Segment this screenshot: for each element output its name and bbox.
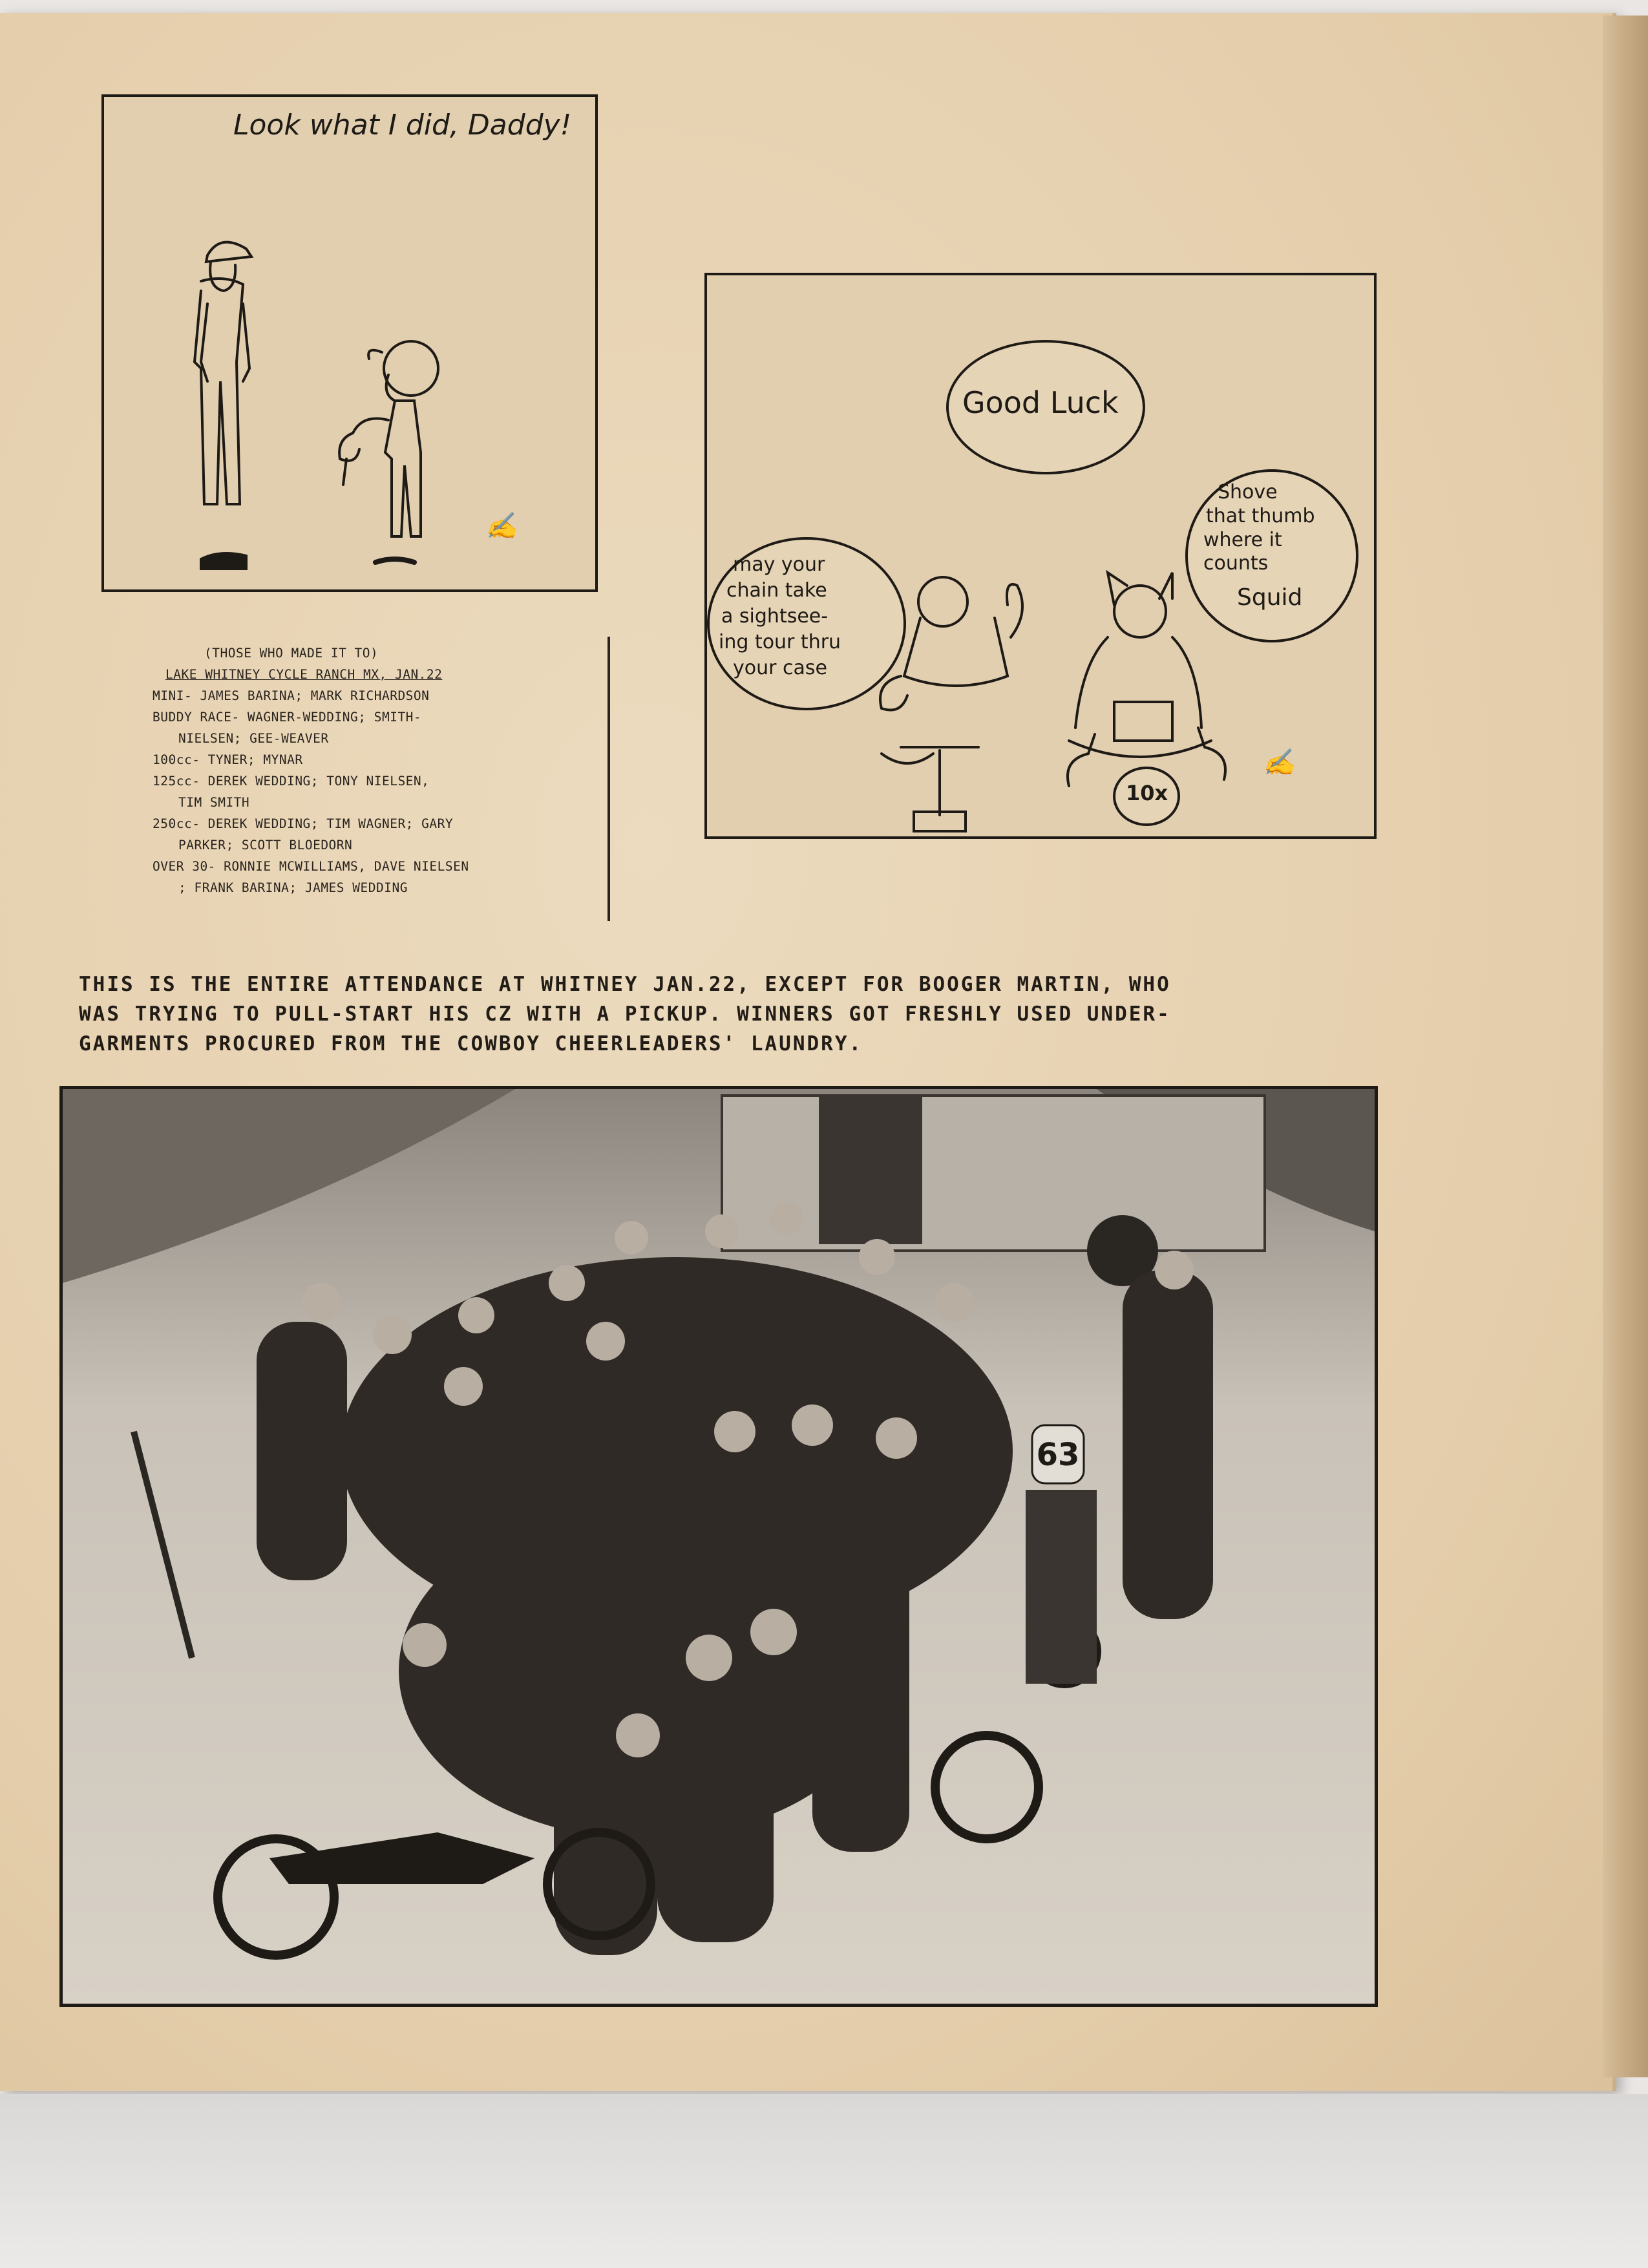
photo-caption [79, 970, 1384, 1059]
caption-line-2: WAS TRYING TO PULL-START HIS CZ WITH A PICKUP. WINNERS GOT FRESHLY USED UNDER- [79, 1002, 1171, 1026]
results-line: PARKER; SCOTT BLOEDORN [178, 838, 353, 853]
number-plate-text: 10x [1126, 781, 1168, 805]
speech-chain-line-3: a sightsee- [721, 605, 829, 628]
results-line: ; FRANK BARINA; JAMES WEDDING [178, 880, 408, 895]
caption-line-1: THIS IS THE ENTIRE ATTENDANCE AT WHITNEY JAN.22, EXCEPT FOR BOOGER MARTIN, WHO [79, 973, 1171, 996]
speech-thumb-line-4: counts [1203, 552, 1269, 575]
results-intro: (THOSE WHO MADE IT TO) [204, 646, 379, 661]
speech-good-luck: Good Luck [962, 385, 1119, 420]
speech-thumb-line-2: that thumb [1206, 505, 1315, 527]
speech-thumb-line-3: where it [1203, 529, 1282, 551]
group-photo-image [63, 1089, 1375, 2004]
speech-chain-line-1: may your [733, 553, 825, 576]
cartoon-panel-right [704, 273, 1377, 839]
results-line: MINI- JAMES BARINA; MARK RICHARDSON [153, 688, 430, 703]
bike-number-plate: 63 [1036, 1437, 1080, 1473]
speech-chain-line-4: ing tour thru [719, 631, 841, 653]
speech-thumb-line-1: Shove [1218, 481, 1278, 503]
cartoon-drawing-father-and-child [104, 97, 595, 589]
results-list [153, 685, 605, 898]
caption-line-3: GARMENTS PROCURED FROM THE COWBOY CHEERLEADERS' LAUNDRY. [79, 1032, 863, 1055]
results-line: 125cc- DEREK WEDDING; TONY NIELSEN, [153, 774, 430, 789]
scanner-background [0, 2094, 1648, 2268]
results-divider [607, 637, 610, 921]
page-edge [1603, 16, 1648, 2077]
results-line: NIELSEN; GEE-WEAVER [178, 731, 329, 746]
speech-chain-line-2: chain take [726, 579, 827, 602]
artist-signature: ✍ [485, 511, 518, 541]
group-photo [59, 1086, 1378, 2007]
speech-chain-line-5: your case [733, 657, 827, 679]
race-results [153, 642, 605, 898]
cartoon-caption: Look what I did, Daddy! [233, 109, 572, 142]
results-line: OVER 30- RONNIE MCWILLIAMS, DAVE NIELSEN [153, 859, 469, 874]
artist-signature-right: ✍ [1263, 748, 1295, 778]
results-line: TIM SMITH [178, 795, 250, 810]
speech-thumb-line-5: Squid [1237, 584, 1303, 611]
results-line: BUDDY RACE- WAGNER-WEDDING; SMITH- [153, 710, 422, 725]
results-title: LAKE WHITNEY CYCLE RANCH MX, JAN.22 [165, 667, 443, 682]
results-line: 100cc- TYNER; MYNAR [153, 752, 303, 767]
cartoon-panel-left [101, 94, 598, 592]
results-line: 250cc- DEREK WEDDING; TIM WAGNER; GARY [153, 816, 454, 831]
